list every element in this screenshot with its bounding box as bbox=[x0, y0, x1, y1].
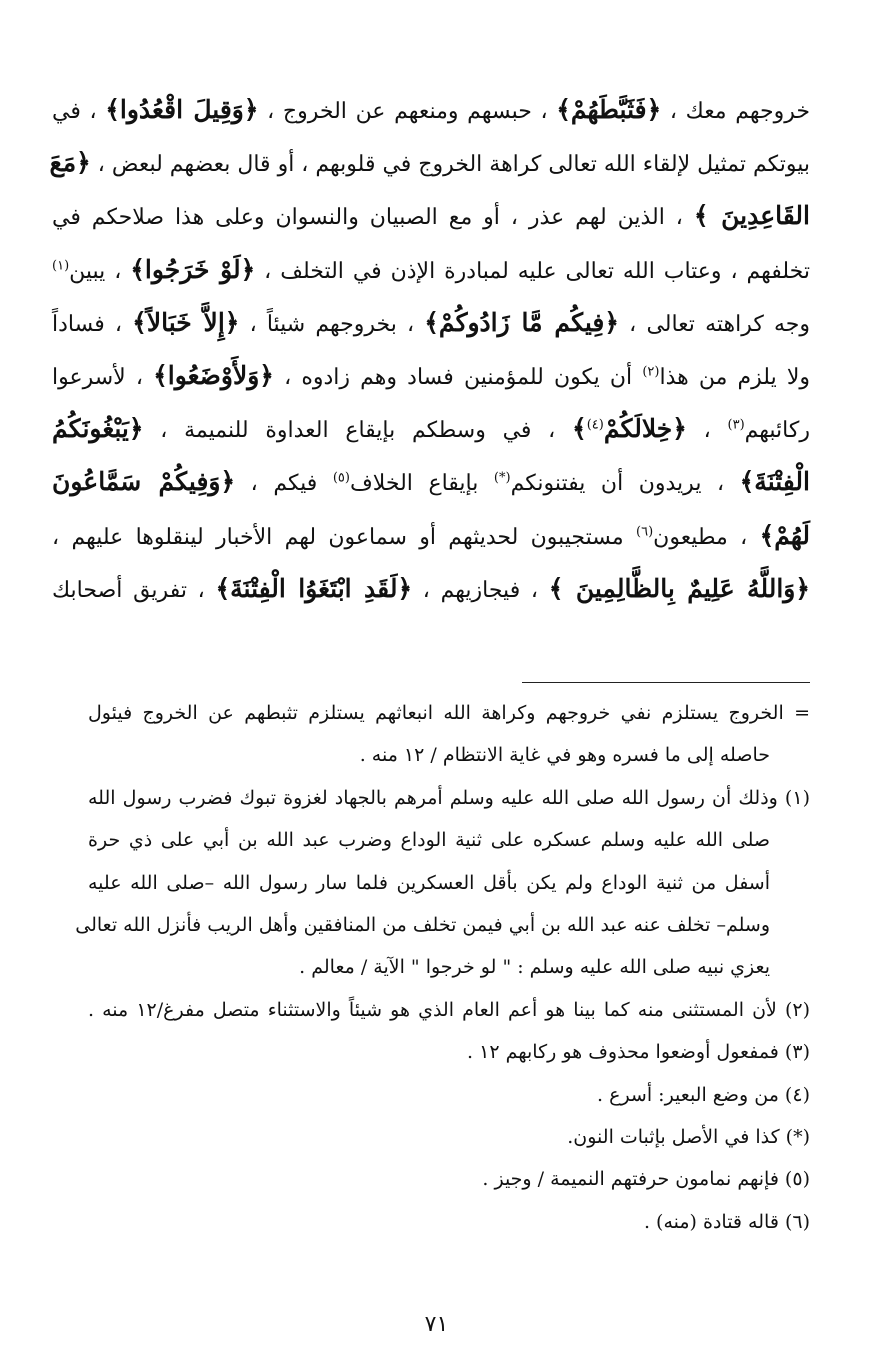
quran-quote: ﴿وَلأَوْضَعُوا﴾ bbox=[153, 361, 274, 391]
text-run: فيكم ، bbox=[235, 471, 333, 497]
footnotes bbox=[75, 692, 810, 1243]
text-run: ، فساداً bbox=[52, 311, 133, 337]
text-run: أن يكون للمؤمنين فساد وهم زادوه ، bbox=[273, 365, 643, 391]
quran-quote: الْفِتْنَةَ﴾ bbox=[739, 467, 810, 497]
footnote-ref: (٣) bbox=[727, 417, 745, 433]
text-run: ، بخروجهم شيئاً ، bbox=[239, 311, 425, 337]
text-run: ، يبين bbox=[69, 258, 131, 284]
text-line bbox=[52, 84, 810, 137]
text-line bbox=[49, 137, 810, 190]
footnote-line: حاصله إلى ما فسره وهو في غاية الانتظام / ١٢ منه . bbox=[359, 744, 770, 767]
footnote-line: صلى الله عليه وسلم عسكره على ثنية الوداع وضرب عبد الله بن أبي على ذي حرة bbox=[88, 829, 770, 852]
page-number: ٧١ bbox=[424, 1312, 449, 1337]
quran-quote: ﴿فِيكُم مَّا زَادُوكُمْ﴾ bbox=[424, 307, 620, 337]
text-run: ، bbox=[686, 418, 728, 444]
footnote-line: (*) كذا في الأصل بإثبات النون. bbox=[567, 1126, 810, 1149]
quran-quote: ﴿إِلاَّ خَبَالاً﴾ bbox=[132, 307, 240, 337]
text-run: ، فيجازيهم ، bbox=[412, 577, 549, 603]
footnote-line: يعزي نبيه صلى الله عليه وسلم : " لو خرجوا " الآية / معالم . bbox=[299, 956, 770, 979]
text-run: بإيقاع الخلاف bbox=[349, 471, 494, 497]
text-run: ، يريدون أن يفتنونكم bbox=[510, 471, 740, 497]
text-line bbox=[52, 297, 810, 350]
quran-quote: ﴿وَقِيلَ اقْعُدُوا﴾ bbox=[105, 95, 259, 124]
quran-quote: لَهُمْ﴾ bbox=[759, 520, 810, 550]
quran-quote: القَاعِدِينَ ﴾ bbox=[693, 201, 810, 231]
text-run: ، الذين لهم عذر ، أو مع الصبيان والنسوان وعلى هذا صلاحكم في bbox=[52, 205, 694, 231]
footnote-line: وسلم– تخلف عنه عبد الله بن أبي فيمن تخلف من المنافقين وأهل الريب فأنزل الله تعالى bbox=[75, 914, 770, 937]
quran-quote: ﴿مَعَ bbox=[49, 148, 91, 178]
text-run: بيوتكم تمثيل لإلقاء الله تعالى كراهة الخروج في قلوبهم ، أو قال بعضهم لبعض ، bbox=[90, 152, 810, 178]
quran-quote: ﴿لَقَدِ ابْتَغَوُا الْفِتْنَةَ﴾ bbox=[215, 573, 413, 603]
quran-quote: ﴿فَثَبَّطَهُمْ﴾ bbox=[556, 95, 662, 124]
text-run: ، تفريق أصحابك bbox=[52, 577, 216, 603]
footnote-line: (١) وذلك أن رسول الله صلى الله عليه وسلم أمرهم بالجهاد لغزوة تبوك فضرب رسول الله bbox=[88, 786, 810, 809]
footnote-line: (٣) فمفعول أوضعوا محذوف هو ركابهم ١٢ . bbox=[467, 1041, 810, 1064]
quran-quote: ﴿خِلالَكُمْ bbox=[603, 414, 687, 444]
text-line bbox=[52, 563, 810, 616]
text-line bbox=[52, 244, 810, 297]
text-run: خروجهم معك ، bbox=[661, 99, 810, 124]
quran-quote: ﴿وَاللَّهُ عَلِيمٌ بِالظَّالِمِينَ ﴾ bbox=[548, 573, 810, 603]
footnote-line: أسفل من ثنية الوداع ولم يكن بأقل العسكرين فلما سار رسول الله –صلى الله عليه bbox=[88, 871, 770, 894]
footnote-line: (٢) لأن المستثنى منه كما بينا هو أعم العام الذي هو شيئاً والاستثناء متصل مفرغ/١٢ منه . bbox=[88, 998, 810, 1021]
text-run: ، لأسرعوا bbox=[52, 365, 154, 391]
text-line bbox=[52, 456, 810, 509]
footnote-line: (٤) من وضع البعير: أسرع . bbox=[597, 1083, 810, 1106]
text-run: ، في bbox=[52, 99, 106, 124]
footnote-line: = الخروج يستلزم نفي خروجهم وكراهة الله انبعاثهم يستلزم تثبطهم عن الخروج فيئول bbox=[88, 702, 810, 724]
footnote-ref: (٥) bbox=[332, 471, 350, 487]
text-line bbox=[52, 350, 810, 403]
footnote-ref: (٦) bbox=[636, 524, 654, 540]
text-run: ، مطيعون bbox=[653, 524, 760, 550]
footnote-divider bbox=[522, 682, 810, 683]
quran-quote: ﴿يَبْغُونَكُمُ bbox=[52, 414, 144, 444]
text-line bbox=[52, 403, 810, 456]
text-line bbox=[52, 190, 810, 243]
text-run: ولا يلزم من هذا bbox=[659, 365, 811, 391]
footnote-ref: (٢) bbox=[642, 364, 660, 380]
footnote-line: (٥) فإنهم نمامون حرفتهم النميمة / وجيز . bbox=[482, 1168, 810, 1191]
text-run: تخلفهم ، وعتاب الله تعالى عليه لمبادرة الإذن في التخلف ، bbox=[255, 258, 810, 284]
footnote-ref: (٤) bbox=[586, 417, 604, 433]
text-run: ، في وسطكم بإيقاع العداوة للنميمة ، bbox=[143, 418, 573, 444]
footnote-ref: (*) bbox=[493, 471, 511, 487]
footnote-line: (٦) قاله قتادة (منه) . bbox=[643, 1210, 810, 1233]
quran-quote: ﴿وَفِيكُمْ سَمَّاعُونَ bbox=[52, 467, 236, 497]
text-run: مستجيبون لحديثهم أو سماعون لهم الأخبار لينقلوها عليهم ، bbox=[52, 524, 637, 550]
quran-quote: ﴾ bbox=[572, 414, 587, 444]
text-run: ركائبهم bbox=[744, 418, 810, 444]
footnote-ref: (١) bbox=[52, 258, 70, 274]
main-text bbox=[49, 84, 811, 616]
text-run: وجه كراهته تعالى ، bbox=[619, 311, 811, 337]
quran-quote: ﴿لَوْ خَرَجُوا﴾ bbox=[130, 254, 256, 284]
text-run: ، حبسهم ومنعهم عن الخروج ، bbox=[258, 99, 557, 124]
text-line bbox=[52, 510, 810, 563]
